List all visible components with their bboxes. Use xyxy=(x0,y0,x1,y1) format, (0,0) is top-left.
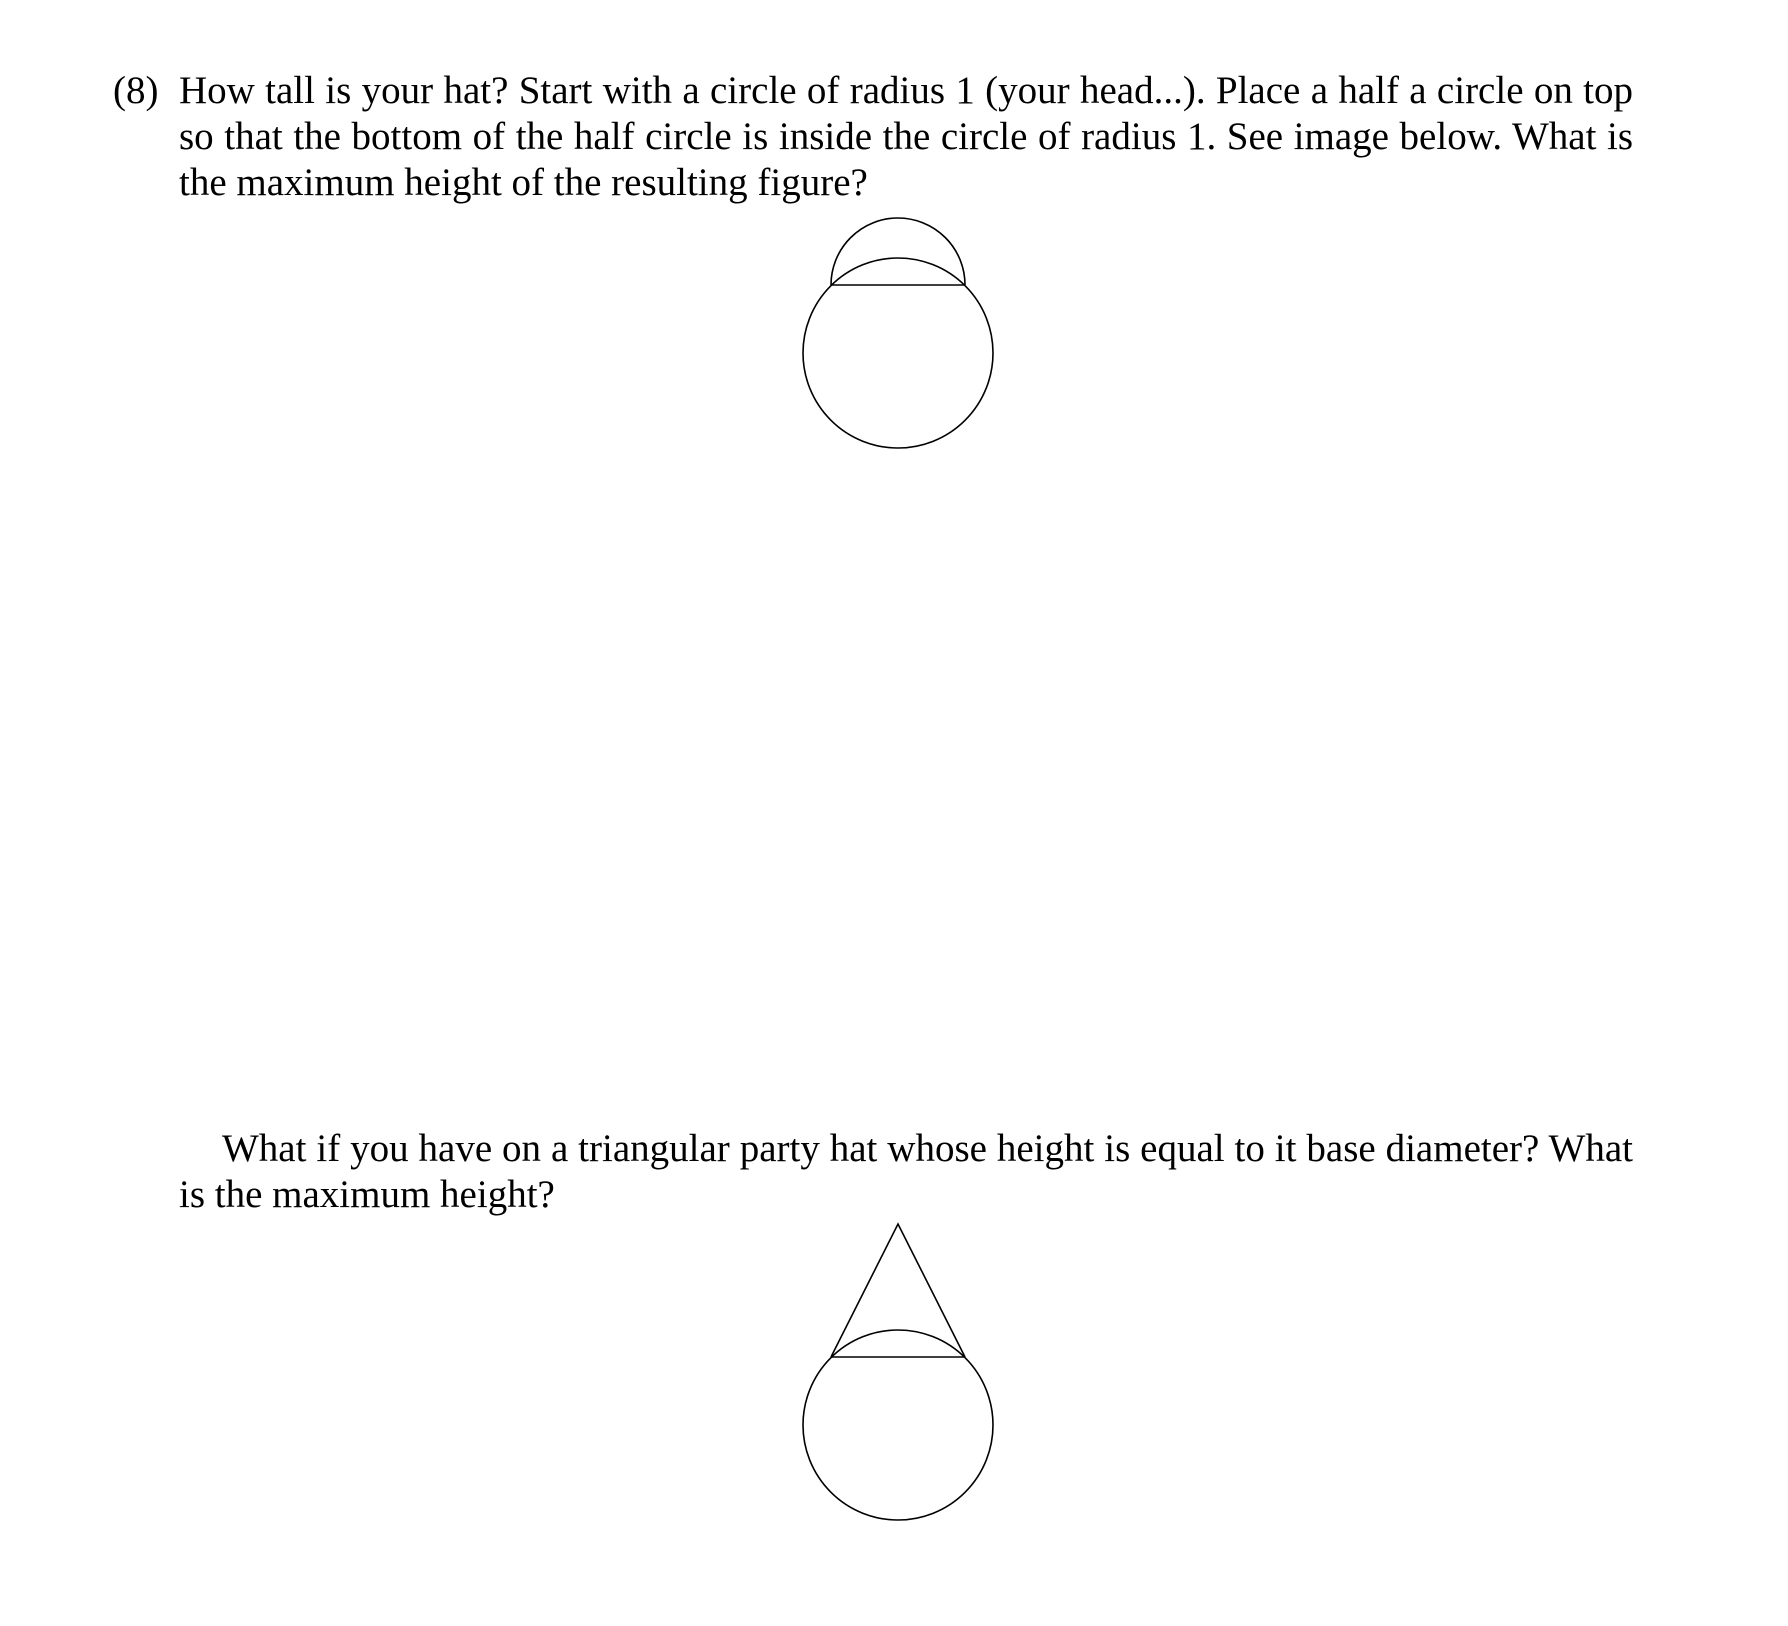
half-circle-hat xyxy=(831,218,965,285)
triangle-hat-figure xyxy=(790,1218,1000,1538)
head-circle xyxy=(803,1330,993,1520)
triangle-hat xyxy=(831,1224,965,1357)
half-circle-hat-figure xyxy=(790,208,1000,458)
problem-text-block xyxy=(179,68,1633,206)
problem-number: (8) xyxy=(113,69,159,112)
problem-8 xyxy=(113,68,1633,206)
head-circle xyxy=(803,258,993,448)
follow-up-question xyxy=(179,1126,1633,1218)
problem-text: How tall is your hat? Start with a circle of radius 1 (your head...). Place a half a circle on top so that the bottom of the half circle is inside the circle of radius 1. See image below. What is the maximum height of the resulting figure? xyxy=(179,69,1633,204)
follow-up-text: What if you have on a triangular party hat whose height is equal to it base diameter? What is the maximum height? xyxy=(179,1127,1633,1216)
